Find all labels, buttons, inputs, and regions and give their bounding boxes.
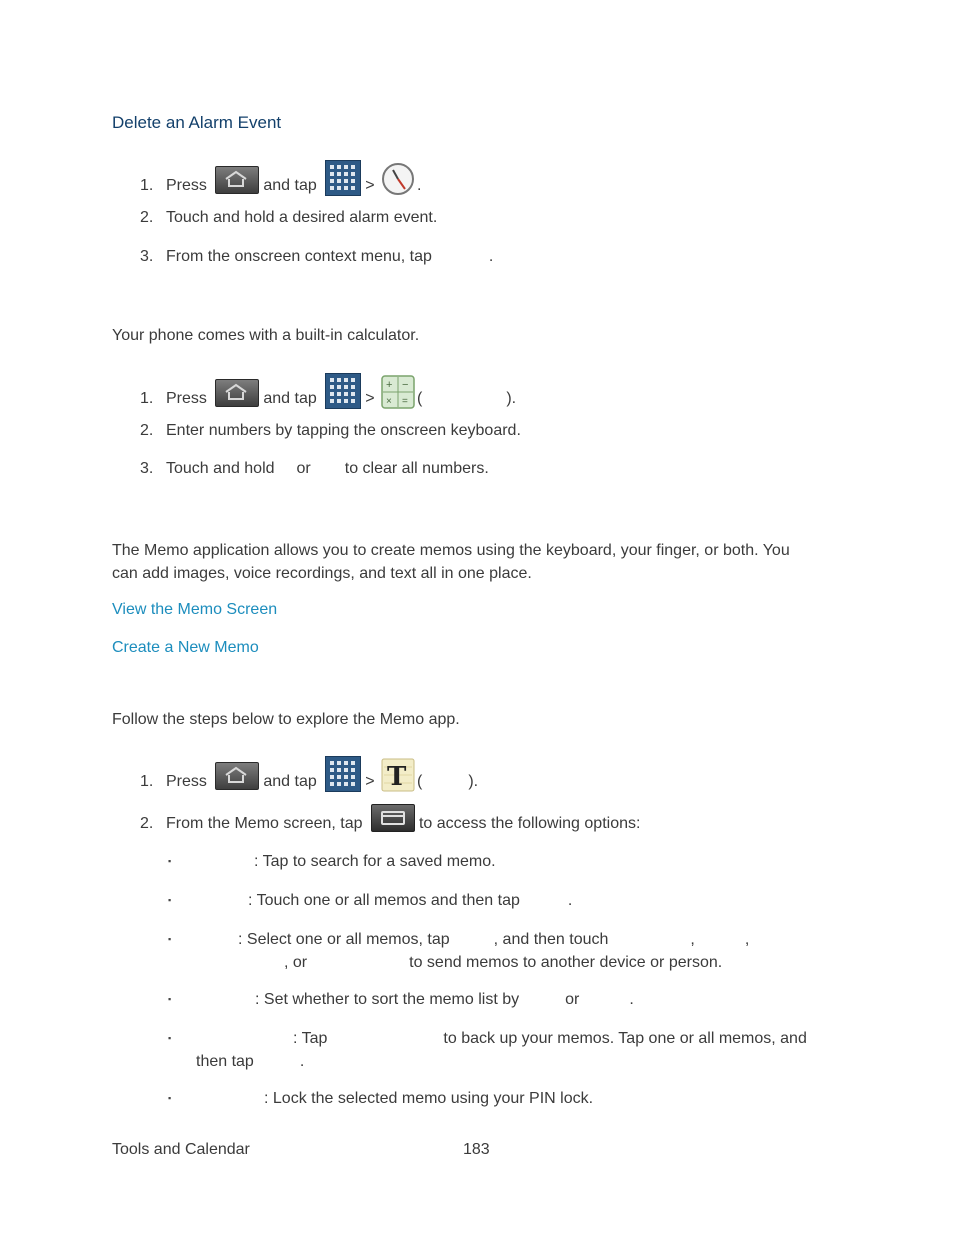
option-text: , — [744, 931, 750, 948]
option-text: : Select one or all memos, tap — [238, 931, 450, 948]
option-text: : Tap to search for a saved memo. — [254, 853, 496, 870]
step-text: Press — [166, 773, 207, 790]
step-number: 1. — [140, 177, 154, 194]
option-text: . — [567, 892, 573, 909]
home-key-icon — [215, 379, 259, 407]
memo-intro — [112, 539, 790, 585]
link-create-new-memo[interactable]: Create a New Memo — [112, 639, 259, 656]
apps-grid-icon — [325, 373, 361, 409]
step-number: 1. — [140, 390, 154, 407]
bullet-marker: ▪ — [168, 934, 172, 944]
home-key-icon — [215, 166, 259, 194]
option-text: : Touch one or all memos and then tap — [248, 892, 520, 909]
step-text: ( — [417, 773, 423, 790]
step-text: and tap — [263, 177, 317, 194]
option-text: , or — [284, 954, 308, 971]
alarm-step-2 — [140, 208, 437, 228]
clock-icon — [381, 162, 415, 196]
footer-section-title: Tools and Calendar — [112, 1141, 250, 1158]
step-text: Touch and hold — [166, 460, 275, 477]
step-text: ). — [506, 390, 517, 407]
step-number: 2. — [140, 422, 154, 439]
step-text: ). — [468, 773, 479, 790]
option-text: , — [690, 931, 695, 948]
option-text: then tap — [196, 1053, 254, 1070]
step-text: . — [417, 177, 422, 194]
step-text: Enter numbers by tapping the onscreen keyboard. — [166, 422, 521, 439]
calculator-icon — [381, 375, 415, 409]
memo-intro-line: The Memo application allows you to create memos using the keyboard, your finger, or both. You — [112, 542, 790, 559]
step-number: 3. — [140, 248, 154, 265]
alarm-step-1 — [140, 160, 421, 206]
memo-icon — [381, 758, 415, 792]
svg-text:×: × — [386, 396, 392, 407]
memo-step-2 — [140, 804, 640, 843]
memo-option-delete — [168, 890, 572, 911]
calculator-intro: Your phone comes with a built-in calculator. — [112, 327, 420, 344]
memo-intro-line: can add images, voice recordings, and text all in one place. — [112, 565, 532, 582]
apps-grid-icon — [325, 160, 361, 196]
svg-text:+: + — [386, 379, 393, 391]
bullet-marker: ▪ — [168, 994, 172, 1004]
step-text: > — [365, 773, 375, 790]
option-text: to back up your memos. Tap one or all memos, and — [443, 1030, 807, 1047]
memo-option-search — [168, 851, 496, 872]
bullet-marker: ▪ — [168, 1033, 172, 1043]
option-text: : Set whether to sort the memo list by — [255, 991, 520, 1008]
step-text: . — [488, 248, 494, 265]
step-text: to access the following options: — [418, 815, 641, 832]
memo-option-sort — [168, 989, 634, 1010]
calculator-step-2 — [140, 421, 521, 441]
option-text: , and then touch — [493, 931, 609, 948]
step-text: From the onscreen context menu, tap — [166, 248, 432, 265]
memo-option-share — [168, 928, 749, 974]
home-key-icon — [215, 762, 259, 790]
step-text: From the Memo screen, tap — [166, 815, 363, 832]
option-text: . — [299, 1053, 305, 1070]
memo-option-backup — [168, 1027, 807, 1073]
step-number: 2. — [140, 209, 154, 226]
option-text: : Lock the selected memo using your PIN lock. — [264, 1090, 594, 1107]
memo-screen-intro: Follow the steps below to explore the Memo app. — [112, 711, 460, 728]
step-number: 1. — [140, 773, 154, 790]
step-text: to clear all numbers. — [344, 460, 489, 477]
option-text: to send memos to another device or person. — [409, 954, 723, 971]
step-text: or — [296, 460, 311, 477]
option-text: . — [629, 991, 634, 1008]
option-text: : Tap — [293, 1030, 328, 1047]
bullet-marker: ▪ — [168, 856, 172, 866]
link-view-memo-screen[interactable]: View the Memo Screen — [112, 601, 278, 618]
bullet-marker: ▪ — [168, 895, 172, 905]
menu-key-icon — [371, 804, 415, 832]
step-text: Press — [166, 177, 207, 194]
step-number: 2. — [140, 815, 154, 832]
step-text: > — [365, 390, 375, 407]
section-heading-delete-alarm: Delete an Alarm Event — [112, 113, 282, 132]
step-text: > — [365, 177, 375, 194]
calculator-step-1 — [140, 373, 516, 419]
alarm-step-3 — [140, 247, 493, 267]
svg-text:−: − — [402, 379, 409, 391]
footer-page-number: 183 — [463, 1141, 490, 1158]
svg-text:=: = — [402, 396, 408, 407]
option-text: or — [565, 991, 580, 1008]
memo-option-lock — [168, 1088, 593, 1109]
memo-step-1 — [140, 756, 478, 802]
calculator-step-3 — [140, 459, 489, 479]
step-text: Press — [166, 390, 207, 407]
step-text: ( — [417, 390, 423, 407]
step-text: and tap — [263, 390, 317, 407]
step-text: Touch and hold a desired alarm event. — [166, 209, 438, 226]
svg-text:T: T — [387, 762, 407, 792]
apps-grid-icon — [325, 756, 361, 792]
step-number: 3. — [140, 460, 154, 477]
step-text: and tap — [263, 773, 317, 790]
bullet-marker: ▪ — [168, 1093, 172, 1103]
